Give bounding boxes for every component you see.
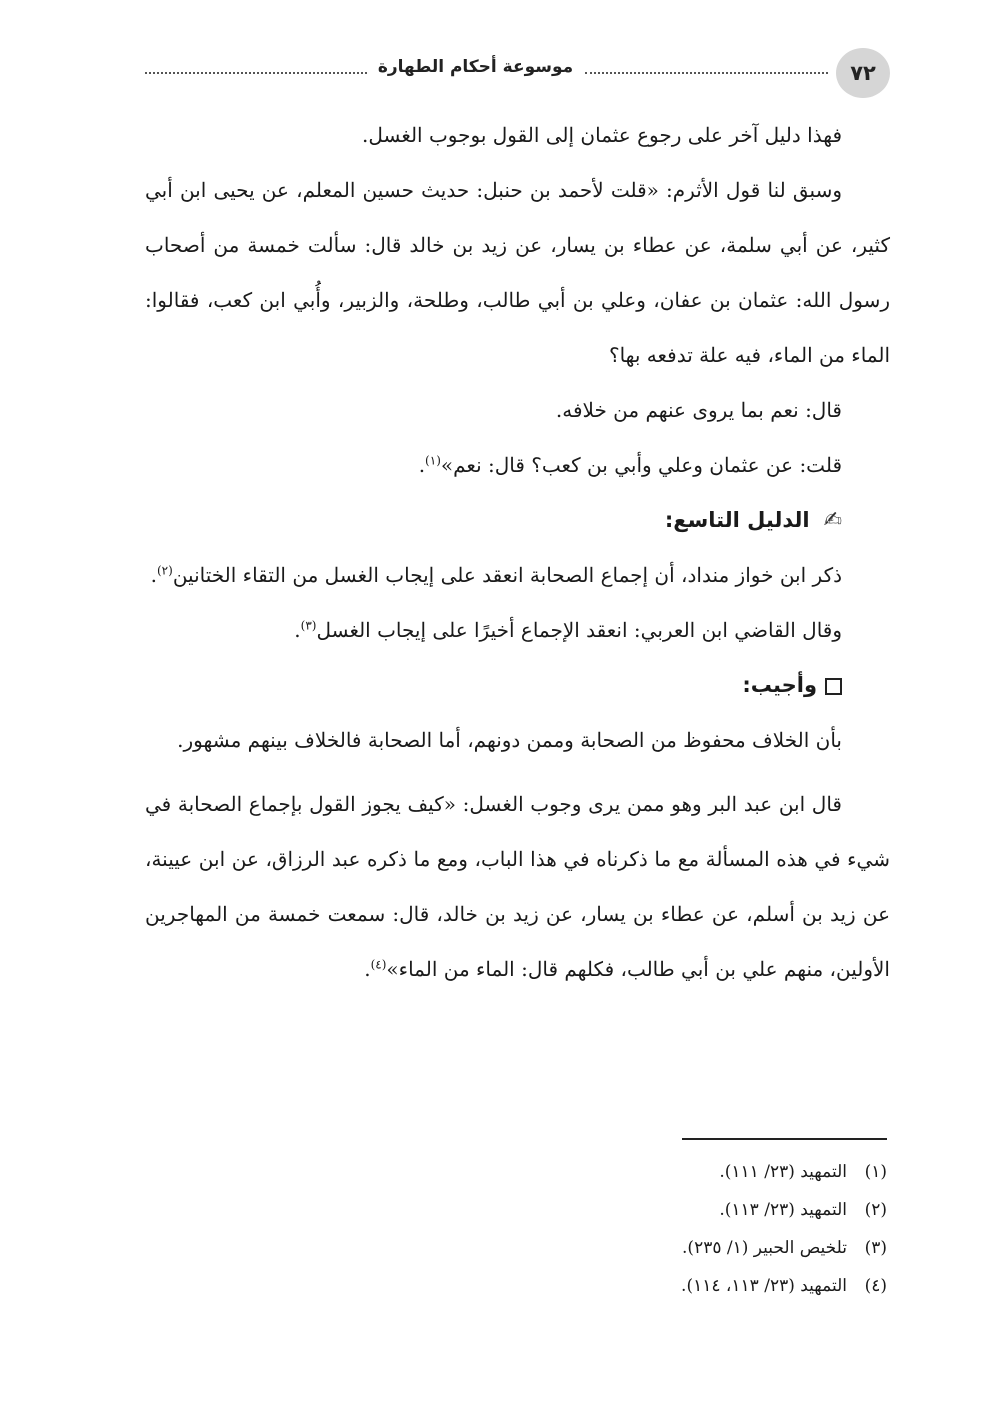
footnote-text: التمهيد (٢٣/ ١١٣، ١١٤). <box>681 1276 847 1296</box>
paragraph-1: فهذا دليل آخر على رجوع عثمان إلى القول بوجوب الغسل. <box>361 123 842 147</box>
footnote-item <box>287 1267 887 1305</box>
header-dots-left <box>145 72 367 74</box>
paragraph-5 <box>145 548 890 603</box>
page-number: ٧٢ <box>836 48 890 98</box>
paragraph-6 <box>145 603 890 658</box>
footnote-item <box>287 1229 887 1267</box>
paragraph-6-text: وقال القاضي ابن العربي: انعقد الإجماع أخيرًا على إيجاب الغسل <box>316 618 842 642</box>
paragraph-gap <box>145 768 890 777</box>
footnote-ref-1[interactable]: (١) <box>425 453 441 468</box>
footnote-number: (٤) <box>864 1276 887 1296</box>
paragraph-8-text: قال ابن عبد البر وهو ممن يرى وجوب الغسل: «كيف يجوز القول بإجماع الصحابة في شيء في هذه المسألة مع ما ذكرناه في هذا الباب، ومع ما ذكره عبد الرزاق، عن ابن عيينة، عن زيد بن أسلم، عن عطاء بن يسار، عن زيد بن خالد، قال: سمعت خمسة من المهاجرين الأولين، منهم علي بن أبي طالب، فكلهم قال: الماء من الماء» <box>145 792 890 981</box>
footnote-number: (٣) <box>864 1238 887 1258</box>
footnote-number: (٢) <box>864 1200 887 1220</box>
page-header <box>145 48 890 98</box>
main-text <box>145 108 890 997</box>
footnote-text: التمهيد (٢٣/ ١١١). <box>719 1162 847 1182</box>
end-mark: . <box>418 453 426 477</box>
square-bullet-icon <box>825 678 842 695</box>
end-mark: . <box>364 957 371 981</box>
section-heading-ninth-proof <box>145 493 890 548</box>
paragraph-8 <box>145 777 890 997</box>
pen-hand-icon: ✍ <box>823 508 842 533</box>
footnote-ref-4[interactable]: (٤) <box>370 957 387 972</box>
end-mark: . <box>150 563 157 587</box>
footnote-item <box>287 1153 887 1191</box>
footnotes <box>287 1153 887 1305</box>
end-mark: . <box>294 618 301 642</box>
footnote-item <box>287 1191 887 1229</box>
footnote-separator <box>682 1138 887 1140</box>
header-dots-right <box>585 72 828 74</box>
heading-2-label: وأجيب: <box>742 673 817 697</box>
footnote-ref-3[interactable]: (٣) <box>300 618 317 633</box>
footnote-text: تلخيص الحبير (١/ ٢٣٥). <box>682 1238 847 1258</box>
paragraph-4-text: قلت: عن عثمان وعلي وأبي بن كعب؟ قال: نعم» <box>440 453 842 477</box>
footnote-ref-2[interactable]: (٢) <box>156 563 173 578</box>
running-title: موسوعة أحكام الطهارة <box>377 57 574 77</box>
paragraph-2: وسبق لنا قول الأثرم: «قلت لأحمد بن حنبل: حديث حسين المعلم، عن يحيى ابن أبي كثير، عن أبي سلمة، عن عطاء بن يسار، عن زيد بن خالد قال: سألت خمسة من أصحاب رسول الله: عثمان بن عفان، وعلي بن أبي طالب، وطلحة، والزبير، وأُبي ابن كعب، فقالوا: الماء من الماء، فيه علة تدفعه بها؟ <box>145 178 890 367</box>
footnote-number: (١) <box>864 1162 887 1182</box>
heading-1-label: الدليل التاسع: <box>664 508 810 532</box>
paragraph-3: قال: نعم بما يروى عنهم من خلافه. <box>555 398 842 422</box>
footnote-text: التمهيد (٢٣/ ١١٣). <box>719 1200 847 1220</box>
paragraph-4 <box>145 438 890 493</box>
paragraph-5-text: ذكر ابن خواز منداد، أن إجماع الصحابة انعقد على إيجاب الغسل من التقاء الختانين <box>172 563 842 587</box>
section-heading-answer <box>145 658 890 713</box>
paragraph-7: بأن الخلاف محفوظ من الصحابة وممن دونهم، أما الصحابة فالخلاف بينهم مشهور. <box>177 728 842 752</box>
